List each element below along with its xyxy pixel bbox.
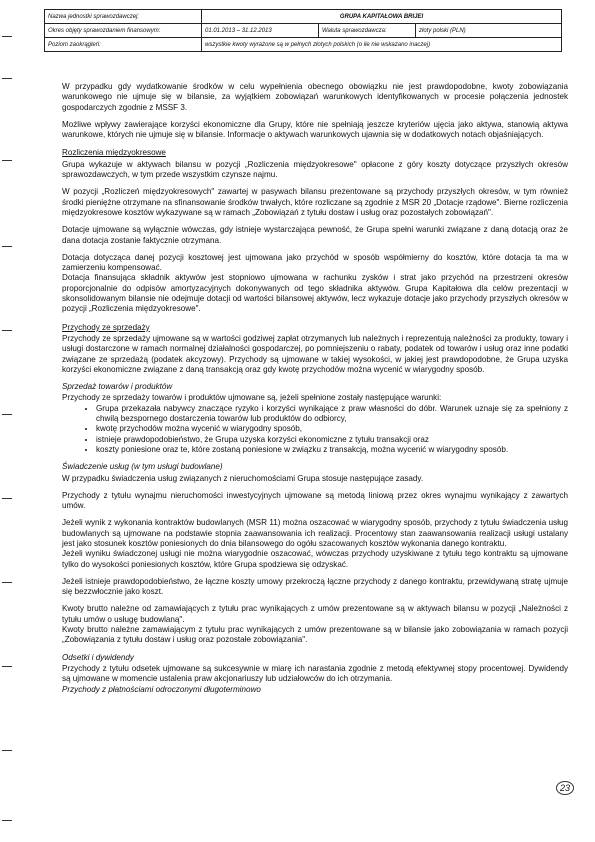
binding-margin-marks xyxy=(2,0,16,842)
entity-value: GRUPA KAPITAŁOWA BRIJEI xyxy=(202,10,562,24)
deferred-payments-heading: Przychody z płatnościami odroczonymi długoterminowo xyxy=(62,684,261,694)
period-value: 01.01.2013 – 31.12.2013 xyxy=(202,24,319,38)
goods-condition-item: • koszty poniesione oraz te, które zostaną poniesione w związku z transakcją, można wycenić w wiarygodny sposób. xyxy=(96,445,568,455)
report-header-table xyxy=(44,9,562,52)
document-body xyxy=(62,82,568,695)
page-number: 23 xyxy=(556,781,574,795)
margin-mark xyxy=(2,246,12,247)
margin-mark xyxy=(2,160,12,161)
goods-conditions-list xyxy=(62,404,568,455)
services-paragraph-2: Przychody z tytułu wynajmu nieruchomości inwestycyjnych ujmowane są metodą liniową przez okres wynajmu wynikający z zawartych umów. xyxy=(62,490,568,511)
margin-mark xyxy=(2,78,12,79)
goods-intro: Przychody ze sprzedaży towarów i produktów ujmowane są, jeżeli spełnione zostały następujące warunki: xyxy=(62,393,442,403)
accruals-paragraph-2: W pozycji „Rozliczeń międzyokresowych" zawartej w pasywach bilansu prezentowane są przychody przyszłych okresów, w tym również środki pieniężne otrzymane na sfinansowanie środków trwałych, które rozliczane są zgodnie z MSR 20 „Dotacje rządowe". Bierne rozliczenia międzyokresowe kosztów wykazywane są w ramach „Zobowiązań z tytułu dostaw i usług oraz pozostałych zobowiązań". xyxy=(62,187,568,217)
rounding-value: wszystkie kwoty wyrażone są w pełnych złotych polskich (o ile nie wskazano inaczej) xyxy=(202,38,562,52)
goods-condition-item: • kwotę przychodów można wycenić w wiarygodny sposób, xyxy=(96,424,568,434)
interest-heading: Odsetki i dywidendy xyxy=(62,652,134,662)
services-paragraph-6: Kwoty brutto należne od zamawiających z tytułu prac wynikających z umów prezentowane są w aktywach bilansu w pozycji „Należności z tytułu umów o usługę budowlaną". xyxy=(62,604,568,624)
services-heading: Świadczenie usług (w tym usługi budowlane) xyxy=(62,462,223,472)
currency-label: Waluta sprawozdawcza: xyxy=(319,24,416,38)
accruals-paragraph-3: Dotacje ujmowane są wyłącznie wówczas, gdy istnieje wystarczająca pewność, że Grupa spełni warunki związane z daną dotacją oraz że dana dotacja zostanie faktycznie otrzymana. xyxy=(62,225,568,245)
services-paragraph-7: Kwoty brutto należne zamawiającym z tytułu prac wynikających z umów prezentowane są w bilansie jako zobowiązania w ramach pozycji „Zobowiązania z tytułu dostaw i usług oraz pozostałe zobowiązania". xyxy=(62,625,568,645)
goods-condition-item: • Grupa przekazała nabywcy znaczące ryzyko i korzyści wynikające z praw własności do dóbr. Warunek uznaje się za spełniony z chwilą bezspornego dostarczenia towarów lub produktów do odbiorcy, xyxy=(96,404,568,425)
goods-heading: Sprzedaż towarów i produktów xyxy=(62,382,173,392)
margin-mark xyxy=(2,414,12,415)
accruals-paragraph-1: Grupa wykazuje w aktywach bilansu w pozycji „Rozliczenia międzyokresowe" opłacone z góry koszty dotyczące przyszłych okresów sprawozdawczych, w tym przede wszystkim czynsze najmu. xyxy=(62,159,568,180)
intro-paragraph-1: W przypadku gdy wydatkowanie środków w celu wypełnienia obecnego obowiązku nie jest prawdopodobne, kwoty zobowiązania warunkowego nie ujmuje się w bilansie, za wyjątkiem zobowiązań warunkowych identyfikowanych w procesie połączenia jednostek gospodarczych zgodnie z MSSF 3. xyxy=(62,82,568,112)
accruals-paragraph-5: Dotacja finansująca składnik aktywów jest stopniowo ujmowana w rachunku zysków i strat jako przychód na przestrzeni okresów proporcjonalnie do odpisów amortyzacyjnych dokonywanych od tego składnika aktywów. Grupa Kapitałowa dla celów prezentacji w skonsolidowanym bilansie nie odejmuje dotacji od wartości bilansowej aktywów, lecz wykazuje dotacje jako przychody przyszłych okresów w pozycji „Rozliczenia międzyokresowe". xyxy=(62,273,568,314)
margin-mark xyxy=(2,750,12,751)
margin-mark xyxy=(2,820,12,821)
revenue-heading: Przychody ze sprzedaży xyxy=(62,322,150,332)
services-paragraph-4: Jeżeli wyniku świadczonej usługi nie można wiarygodnie oszacować, wówczas przychody uzyskiwane z tytułu tego kontraktu są ujmowane tylko do wysokości poniesionych kosztów, które Grupa spodziewa się odzyskać. xyxy=(62,549,568,569)
intro-paragraph-2: Możliwe wpływy zawierające korzyści ekonomiczne dla Grupy, które nie spełniają jeszcze kryteriów ujęcia jako aktywa, stanowią aktywa warunkowe, których nie ujmuje się w bilansie. Informacje o aktywach warunkowych ujawnia się w dodatkowych notach objaśniających. xyxy=(62,119,568,140)
accruals-heading: Rozliczenia międzyokresowe xyxy=(62,148,166,158)
rounding-label: Poziom zaokrągleń: xyxy=(45,38,202,52)
services-paragraph-3: Jeżeli wynik z wykonania kontraktów budowlanych (MSR 11) można oszacować w wiarygodny sposób, przychody z tytułu świadczenia usług budowlanych są ujmowane na podstawie stopnia zaawansowania ich realizacji. Procentowy stan zaawansowania realizacji usługi ustalany jest jako stosunek kosztów poniesionych do dnia bilansowego do ogółu szacowanych kosztów wykonania danego kontraktu. xyxy=(62,518,568,548)
entity-label: Nazwa jednostki sprawozdawczej: xyxy=(45,10,202,24)
goods-condition-item: • istnieje prawdopodobieństwo, że Grupa uzyska korzyści ekonomiczne z tytułu transakcji oraz xyxy=(96,435,568,445)
revenue-paragraph-1: Przychody ze sprzedaży ujmowane są w wartości godziwej zapłat otrzymanych lub należnych i reprezentują należności za produkty, towary i usługi dostarczone w ramach normalnej działalności gospodarczej, po pomniejszeniu o rabaty, podatek od towarów i usług oraz inne podatki związane ze sprzedażą (podatek akcyzowy). Przychody są ujmowane w takiej wysokości, w jakiej jest prawdopodobne, że Grupa uzyska korzyści ekonomiczne związane z daną transakcją oraz gdy kwotę przychodów można wycenić w wiarygodny sposób. xyxy=(62,333,568,374)
services-paragraph-5: Jeżeli istnieje prawdopodobieństwo, że łączne koszty umowy przekroczą łączne przychody z danego kontraktu, przewidywaną stratę ujmuje się bezzwłocznie jako koszt. xyxy=(62,576,568,597)
period-label: Okres objęty sprawozdaniem finansowym: xyxy=(45,24,202,38)
margin-mark xyxy=(2,498,12,499)
margin-mark xyxy=(2,330,12,331)
accruals-paragraph-4: Dotacja dotycząca danej pozycji kosztowej jest ujmowana jako przychód w sposób współmierny do kosztów, które dotacja ta ma w zamierzeniu kompensować. xyxy=(62,252,568,273)
services-paragraph-1: W przypadku świadczenia usług związanych z nieruchomościami Grupa stosuje następujące zasady. xyxy=(62,473,424,483)
margin-mark xyxy=(2,666,12,667)
margin-mark xyxy=(2,36,12,37)
margin-mark xyxy=(2,582,12,583)
interest-paragraph-1: Przychody z tytułu odsetek ujmowane są sukcesywnie w miarę ich narastania zgodnie z metodą efektywnej stopy procentowej. Dywidendy są ujmowane w momencie ustalenia praw akcjonariuszy lub udziałowców do ich otrzymania. xyxy=(62,663,568,684)
currency-value: złoty polski (PLN) xyxy=(416,24,562,38)
